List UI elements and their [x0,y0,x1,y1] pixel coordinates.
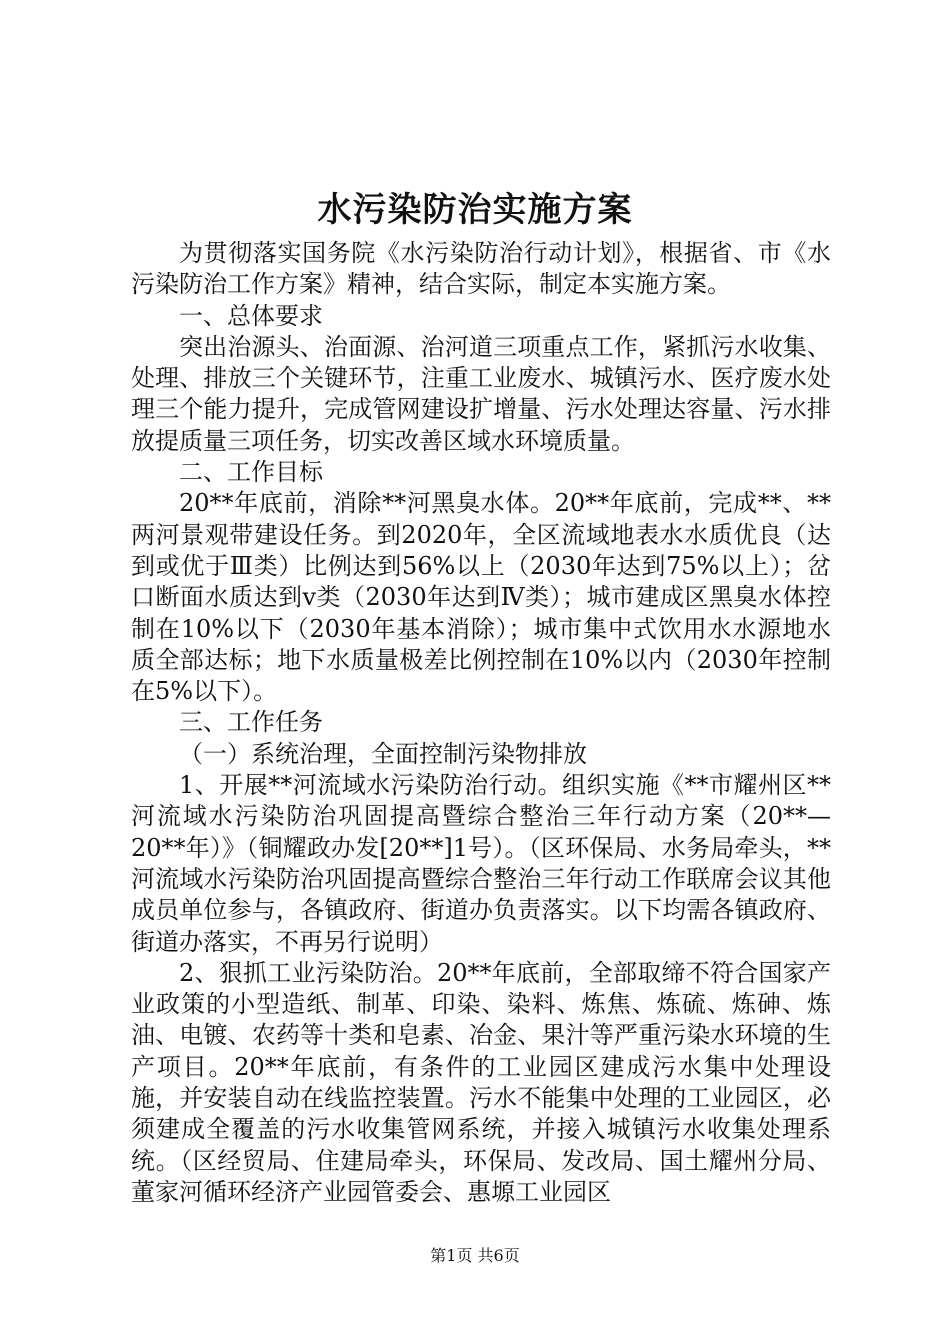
page-footer: 第1页 共6页 [430,1246,520,1265]
document-body [131,238,831,1208]
paragraph-work-goals: 20**年底前，消除**河黑臭水体。20**年底前，完成**、**两河景观带建设任务。到2020年，全区流域地表水水质优良（达到或优于Ⅲ类）比例达到56%以上（2030年达到75%以上）；岔口断面水质达到ⅴ类（2030年达到Ⅳ类）；城市建成区黑臭水体控制在10%以下（2030年基本消除）；城市集中式饮用水水源地水质全部达标；地下水质量极差比例控制在10%以内（2030年控制在5%以下）。 [131,489,831,706]
paragraph-overall-requirements: 突出治源头、治面源、治河道三项重点工作，紧抓污水收集、处理、排放三个关键环节，注重工业废水、城镇污水、医疗废水处理三个能力提升，完成管网建设扩增量、污水处理达容量、污水排放提质量三项任务，切实改善区域水环境质量。 [131,332,831,455]
document-title: 水污染防治实施方案 [317,190,633,230]
paragraph-task-1: 1、开展**河流域水污染防治行动。组织实施《**市耀州区**河流域水污染防治巩固提高暨综合整治三年行动方案（20**—20**年）》（铜耀政办发[20**]1号）。（区环保局、水务局牵头，**河流域水污染防治巩固提高暨综合整治三年行动工作联席会议其他成员单位参与，各镇政府、街道办负责落实。以下均需各镇政府、街道办落实，不再另行说明） [131,771,831,956]
section-heading-work-goals: 二、工作目标 [179,458,323,487]
section-heading-overall-requirements: 一、总体要求 [179,301,323,330]
paragraph-intro: 为贯彻落实国务院《水污染防治行动计划》，根据省、市《水污染防治工作方案》精神，结合实际，制定本实施方案。 [131,239,831,299]
section-heading-work-tasks: 三、工作任务 [179,708,323,737]
paragraph-task-2: 2、狠抓工业污染防治。20**年底前，全部取缔不符合国家产业政策的小型造纸、制革、印染、染料、炼焦、炼硫、炼砷、炼油、电镀、农药等十类和皂素、冶金、果汁等严重污染水环境的生产项目。20**年底前，有条件的工业园区建成污水集中处理设施，并安装自动在线监控装置。污水不能集中处理的工业园区，必须建成全覆盖的污水收集管网系统，并接入城镇污水收集处理系统。（区经贸局、住建局牵头，环保局、发改局、国土耀州分局、董家河循环经济产业园管委会、惠塬工业园区 [131,958,831,1206]
subsection-heading-systematic-governance: （一）系统治理，全面控制污染物排放 [179,739,587,768]
